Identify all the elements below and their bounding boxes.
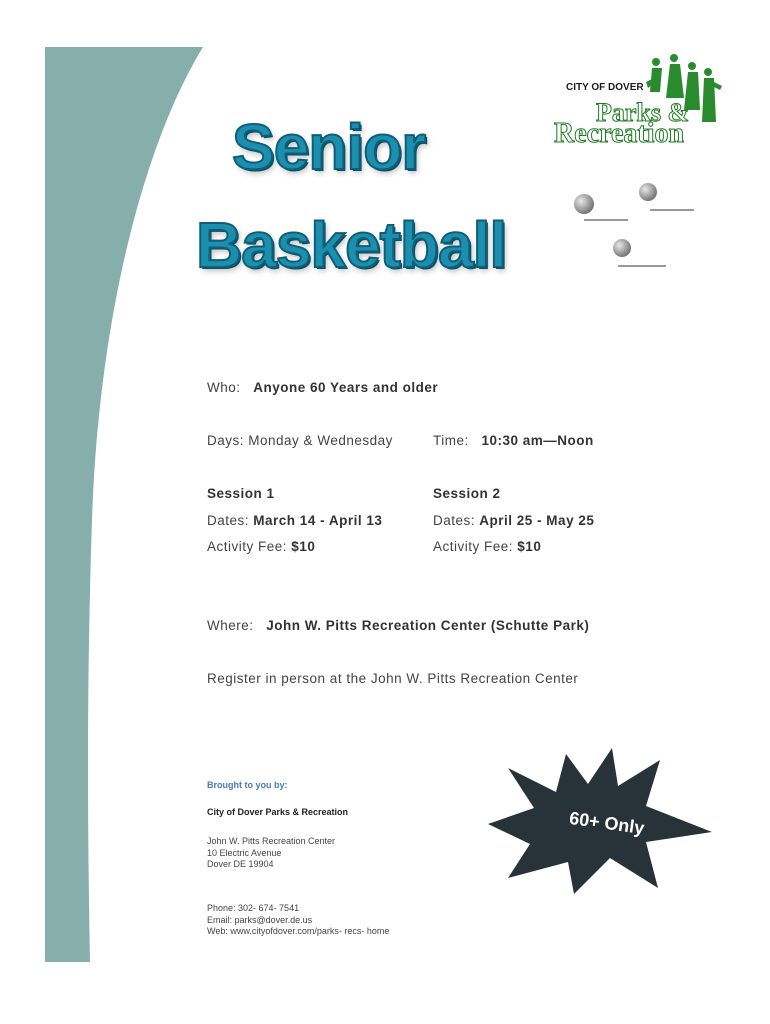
logo-city-text: CITY OF DOVER (566, 82, 644, 93)
session-2-fee: Activity Fee: $10 (433, 539, 542, 554)
session-2-dates: Dates: April 25 - May 25 (433, 513, 595, 528)
session-1-fee: Activity Fee: $10 (207, 539, 316, 554)
contact-block (207, 903, 389, 938)
session-1-dates: Dates: March 14 - April 13 (207, 513, 383, 528)
side-swoosh-decoration (0, 0, 220, 1024)
badge-text: 60+ Only (568, 807, 646, 839)
who-value: Anyone 60 Years and older (253, 380, 439, 395)
logo-parks-text: Parks & (596, 98, 690, 127)
brought-by-label: Brought to you by: (207, 780, 288, 790)
address-block: John W. Pitts Recreation Center 10 Electric Avenue Dover DE 19904 (207, 836, 336, 869)
web-text: Web: www.cityofdover.com/parks- recs- home (207, 926, 390, 936)
time-line: Time: 10:30 am—Noon (433, 433, 594, 448)
days-value: Monday & Wednesday (248, 433, 393, 448)
session-1-title: Session 1 (207, 486, 275, 501)
phone-text: Phone: 302- 674- 7541 (207, 903, 300, 913)
parks-recreation-logo (552, 52, 724, 148)
logo-recreation-text: Recreation (554, 118, 685, 149)
title-basketball: Basketball (196, 209, 507, 281)
basketballs-decoration (570, 178, 700, 278)
time-value: 10:30 am—Noon (481, 433, 594, 448)
register-line: Register in person at the John W. Pitts Recreation Center (207, 671, 579, 686)
email-text: Email: parks@dover.de.us (207, 914, 313, 925)
title-senior: Senior (232, 111, 426, 183)
organization-name: City of Dover Parks & Recreation (207, 807, 349, 817)
where-value: John W. Pitts Recreation Center (Schutte Park) (266, 618, 590, 633)
session-2-title: Session 2 (433, 486, 501, 501)
starburst-badge (484, 746, 716, 896)
where-line: Where: John W. Pitts Recreation Center (Schutte Park) (207, 618, 590, 633)
days-line: Days: Monday & Wednesday (207, 433, 393, 448)
who-line: Who: Anyone 60 Years and older (207, 380, 439, 395)
